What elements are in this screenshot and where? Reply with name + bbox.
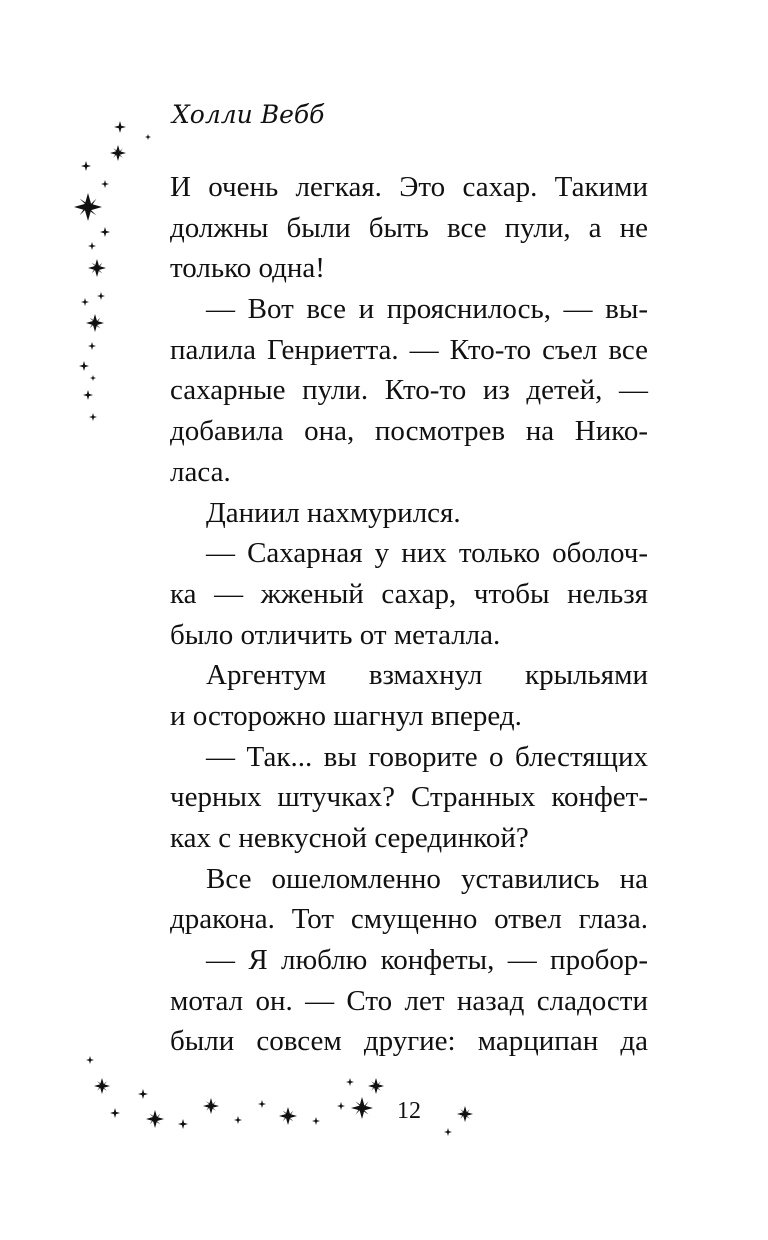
sparkle-star-icon: [337, 1102, 345, 1110]
sparkle-star-ray-icon: [80, 199, 97, 216]
text-line: и осторожно шагнул вперед.: [170, 699, 522, 732]
sparkle-star-ray-icon: [150, 1114, 161, 1125]
sparkle-star-icon: [346, 1078, 354, 1086]
sparkle-star-icon: [110, 1108, 120, 1118]
sparkle-star-icon: [81, 161, 91, 171]
text-line: было отличить от металла.: [170, 618, 501, 651]
text-line: Даниил нахмурился.: [206, 496, 461, 529]
text-line: Все ошеломленно уставились на: [206, 862, 648, 895]
text-line: И очень легкая. Это сахар. Такими: [170, 171, 648, 203]
text-line: только одна!: [170, 252, 325, 285]
sparkle-star-icon: [258, 1100, 266, 1108]
sparkle-star-icon: [138, 1089, 148, 1099]
text-line: ласа.: [170, 455, 231, 488]
text-line: Аргентум взмахнул крыльями: [206, 659, 648, 692]
sparkle-star-icon: [101, 180, 109, 188]
sparkle-star-ray-icon: [206, 1101, 216, 1111]
sparkle-star-icon: [88, 242, 96, 250]
text-line: черных штучках? Странных конфет-: [170, 781, 648, 814]
sparkle-star-icon: [457, 1106, 473, 1122]
text-line: — Так... вы говорите о блестящих: [206, 740, 648, 773]
sparkle-star-icon: [234, 1116, 242, 1124]
text-line: добавила она, посмотрев на Нико-: [170, 415, 648, 448]
sparkle-star-icon: [146, 1110, 164, 1128]
sparkle-star-ray-icon: [371, 1081, 381, 1091]
text-line: были совсем другие: марципан да: [170, 1025, 648, 1058]
sparkle-star-ray-icon: [355, 1101, 368, 1114]
sparkle-star-icon: [81, 298, 89, 306]
sparkle-star-icon: [178, 1119, 188, 1129]
sparkle-star-icon: [88, 342, 96, 350]
text-line: дракона. Тот смущенно отвел глаза.: [170, 903, 648, 936]
sparkle-star-ray-icon: [283, 1111, 294, 1122]
running-header: Холли Вебб: [172, 100, 325, 129]
text-line: палила Генриетта. — Кто-то съел все: [170, 333, 648, 366]
sparkle-star-icon: [79, 361, 89, 371]
text-line: ка — жженый сахар, чтобы нельзя: [170, 577, 648, 610]
sparkle-star-icon: [368, 1078, 384, 1094]
sparkle-star-icon: [312, 1117, 320, 1125]
sparkle-star-icon: [86, 1056, 94, 1064]
sparkle-star-icon: [88, 259, 106, 277]
sparkle-star-icon: [203, 1098, 219, 1114]
text-line: должны были быть все пули, а не: [170, 211, 648, 244]
sparkle-star-icon: [110, 145, 126, 161]
sparkle-star-icon: [89, 413, 97, 421]
body-text: [170, 167, 648, 1062]
sparkle-star-ray-icon: [90, 318, 101, 329]
text-line: мотал он. — Сто лет назад сладости: [170, 984, 648, 1017]
sparkle-star-icon: [94, 1078, 110, 1094]
text-line: — Я люблю конфеты, — пробор-: [206, 944, 648, 977]
sparkle-star-icon: [114, 121, 126, 133]
sparkle-star-icon: [100, 227, 110, 237]
sparkle-star-icon: [90, 375, 96, 381]
text-line: сахарные пули. Кто-то из детей, —: [170, 374, 648, 407]
text-line: ках с невкусной серединкой?: [170, 822, 529, 854]
sparkle-star-ray-icon: [460, 1109, 470, 1119]
text-line: — Сахарная у них только оболоч-: [206, 537, 648, 570]
sparkle-star-ray-icon: [97, 1081, 107, 1091]
sparkle-star-ray-icon: [92, 263, 103, 274]
sparkle-star-icon: [97, 292, 105, 300]
text-line: — Вот все и прояснилось, — вы-: [206, 293, 648, 326]
sparkle-star-icon: [444, 1128, 452, 1136]
sparkle-star-ray-icon: [113, 148, 123, 158]
sparkle-star-icon: [145, 134, 151, 140]
sparkle-star-icon: [279, 1107, 297, 1125]
sparkle-star-icon: [351, 1097, 373, 1119]
sparkle-star-icon: [74, 193, 102, 221]
sparkle-star-icon: [86, 314, 104, 332]
sparkle-star-icon: [83, 390, 93, 400]
page-number: 12: [397, 1098, 421, 1124]
